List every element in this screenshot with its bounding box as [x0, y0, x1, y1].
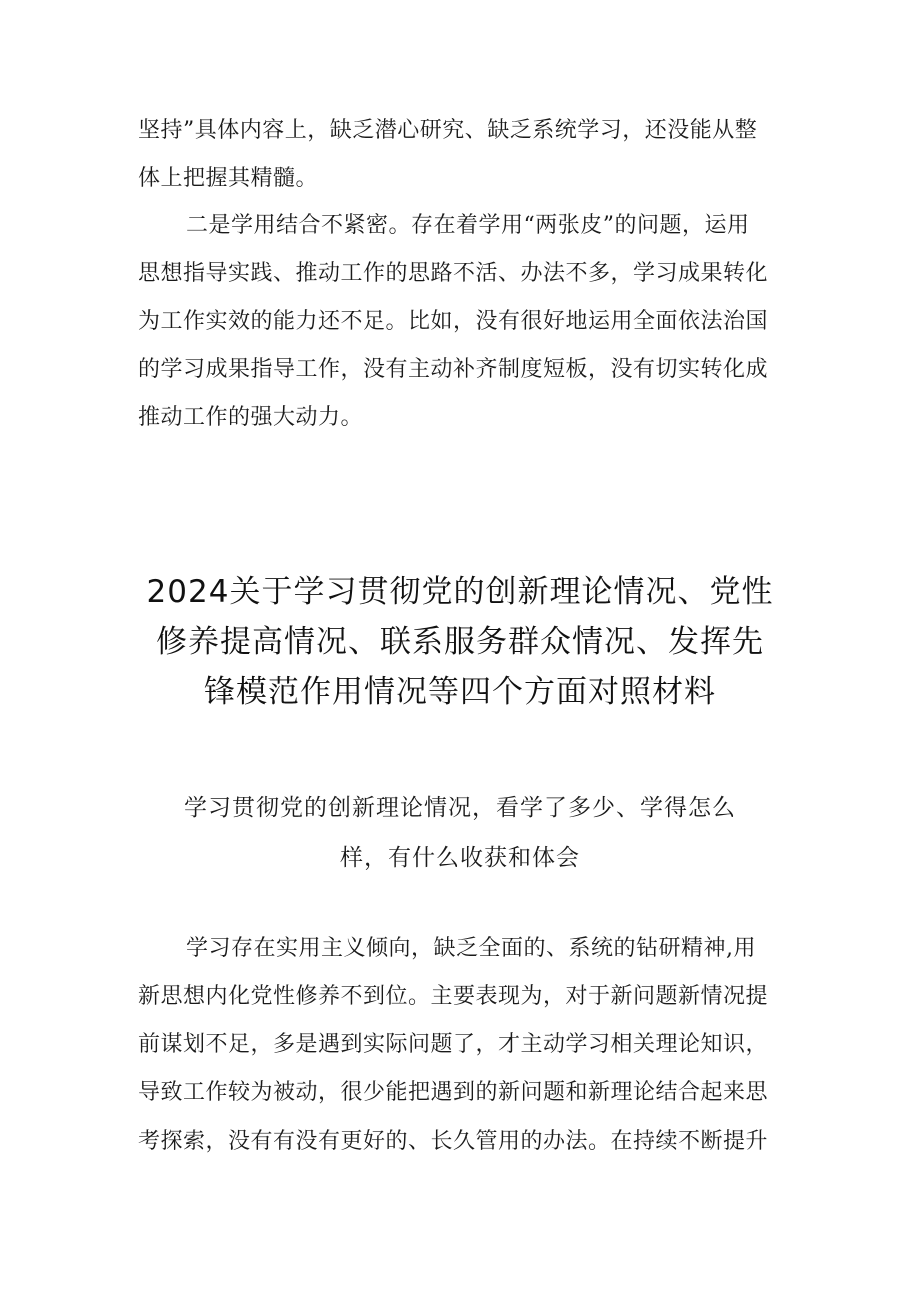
paragraph-line: 思想指导实践、推动工作的思路不活、办法不多，学习成果转化: [138, 261, 769, 286]
document-title-line: 锋模范作用情况等四个方面对照材料: [204, 674, 716, 710]
document-title-line: 2024关于学习贯彻党的创新理论情况、党性: [146, 574, 774, 610]
paragraph-line: 新思想内化党性修养不到位。主要表现为，对于新问题新情况提: [138, 984, 769, 1009]
paragraph-line: 坚持”具体内容上，缺乏潜心研究、缺乏系统学习，还没能从整: [138, 118, 758, 143]
paragraph-line: 二是学用结合不紧密。存在着学用“两张皮”的问题，运用: [186, 213, 750, 238]
paragraph-line: 推动工作的强大动力。: [138, 405, 364, 430]
paragraph-line: 为工作实效的能力还不足。比如，没有很好地运用全面依法治国: [138, 309, 769, 334]
paragraph-line: 前谋划不足，多是遇到实际问题了，才主动学习相关理论知识，: [138, 1032, 769, 1057]
section-heading-line: 样，有什么收获和体会: [340, 845, 580, 871]
paragraph-line: 学习存在实用主义倾向，缺乏全面的、系统的钻研精神,用: [186, 936, 756, 961]
section-heading-line: 学习贯彻党的创新理论情况，看学了多少、学得怎么: [184, 795, 736, 821]
paragraph-line: 体上把握其精髓。: [138, 166, 319, 191]
paragraph-line: 的学习成果指导工作，没有主动补齐制度短板，没有切实转化成: [138, 357, 769, 382]
document-title-line: 修养提高情况、联系服务群众情况、发挥先: [156, 624, 764, 660]
paragraph-line: 导致工作较为被动，很少能把遇到的新问题和新理论结合起来思: [138, 1080, 769, 1105]
paragraph-line: 考探索，没有有没有更好的、长久管用的办法。在持续不断提升: [138, 1129, 769, 1154]
